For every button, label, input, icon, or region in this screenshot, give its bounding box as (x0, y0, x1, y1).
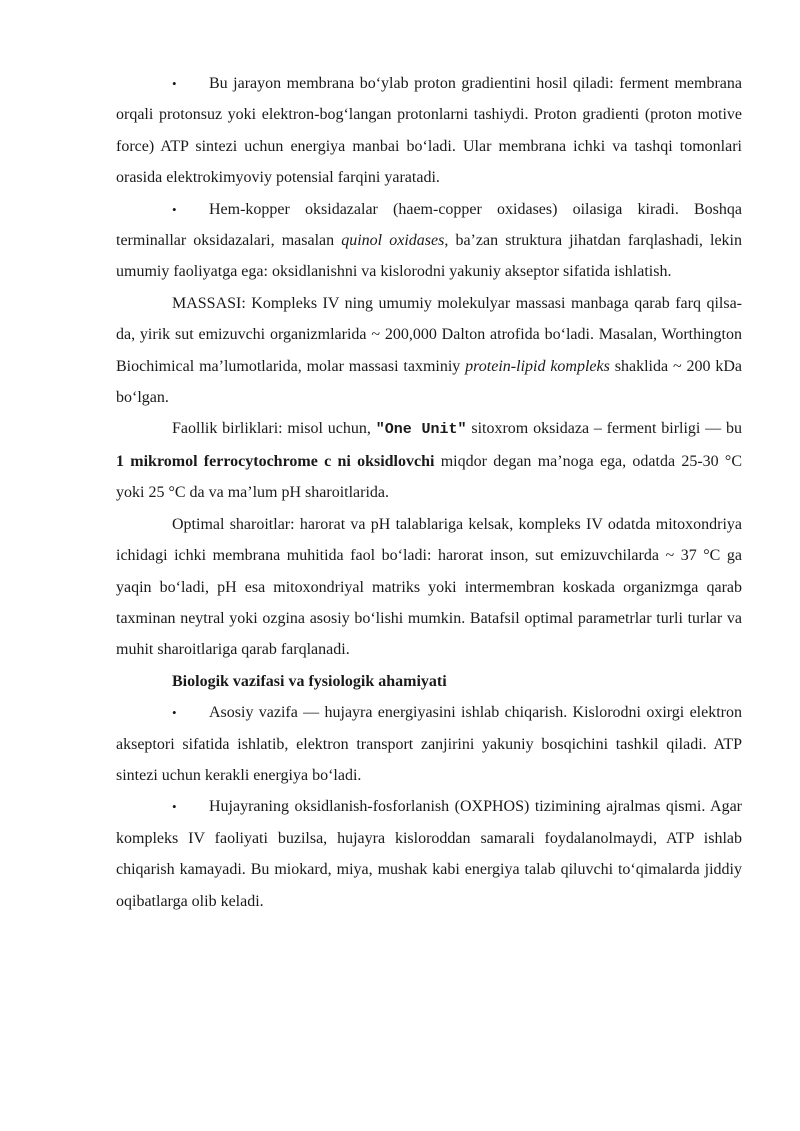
paragraph-massasi (116, 288, 742, 414)
bullet-marker: • (172, 201, 177, 217)
paragraph-text: sitoxrom oksidaza – ferment birligi — bu (466, 420, 742, 438)
bullet-marker: • (172, 799, 177, 815)
bullet-text: Hujayraning oksidlanish-fosforlanish (OXPHOS) tizimining ajralmas qismi. Agar kompleks IV faoliyati buzilsa, hujayra kisloroddan samarali foydalanolmaydi, ATP ishlab chiqarish kamayadi. Bu miokard, miya, mushak kabi energiya talab qiluvchi to‘qimalarda jiddiy oqibatlarga olib keladi. (116, 798, 742, 910)
paragraph-text: Faollik birliklari: misol uchun, (172, 420, 376, 438)
bold-definition: 1 mikromol ferrocytochrome c ni oksidlovchi (116, 452, 435, 470)
bullet-text: Hem-kopper oksidazalar (haem-copper oxidases) oilasiga kiradi. Boshqa terminallar oksidazalari, masalan (116, 200, 742, 250)
paragraph-activity-units (116, 413, 742, 508)
paragraph-text: miqdor degan ma’noga ega, odatda 25-30 °C yoki 25 °C da va ma’lum pH sharoitlarida. (116, 452, 743, 502)
paragraph-optimal-conditions (116, 509, 742, 666)
bullet-marker: • (172, 76, 177, 91)
italic-term: protein-lipid kompleks (465, 357, 610, 375)
paragraph-text: MASSASI: Kompleks IV ning umumiy molekulyar massasi manbaga qarab farq qilsa-da, yirik sut emizuvchi organizmlarida ~ 200,000 Dalton atrofida bo‘ladi. Masalan, Worthington Biochimical ma’lumotlarida, molar massasi taxminiy (116, 294, 742, 375)
unit-quote: "One Unit" (375, 421, 467, 439)
bullet-text: Asosiy vazifa — hujayra energiyasini ishlab chiqarish. Kislorodni oxirgi elektron akseptori sifatida ishlatib, elektron transport zanjirini yakuniy bosqichini tashkil qiladi. ATP sintezi uchun kerakli energiya bo‘ladi. (116, 704, 742, 784)
paragraph-text: shaklida ~ 200 kDa bo‘lgan. (116, 357, 742, 407)
bullet-marker: • (172, 705, 177, 721)
document-page (116, 68, 742, 917)
section-heading: Biologik vazifasi va fysiologik ahamiyati (172, 672, 447, 690)
bullet-text: , ba’zan struktura jihatdan farqlashadi, lekin umumiy faoliyatga ega: oksidlanishni va kislorodni yakuniy akseptor sifatida ishlatish. (116, 232, 742, 281)
italic-term: quinol oxidases (341, 232, 445, 250)
paragraph-text: Optimal sharoitlar: harorat va pH talablariga kelsak, kompleks IV odatda mitoxondriya ichidagi ichki membrana muhitida faol bo‘ladi: harorat inson, sut emizuvchilarda ~ 37 °C ga yaqin bo‘ladi, pH esa mitoxondriyal matriks yoki intermembran koskada organizmga qarab taxminan neytral yoki ozgina asosiy bo‘lishi mumkin. Batafsil optimal parametrlar turli turlar va muhit sharoitlariga qarab farqlanadi. (116, 515, 742, 659)
bullet-text: Bu jarayon membrana bo‘ylab proton gradientini hosil qiladi: ferment membrana orqali protonsuz yoki elektron-bog‘langan protonlarni tashiydi. Proton gradienti (proton motive force) ATP sintezi uchun energiya manbai bo‘ladi. Ular membrana ichki va tashqi tomonlari orasida elektrokimyoviy potensial farqini yaratadi. (116, 75, 742, 187)
bullet-proton-gradient (116, 68, 742, 194)
bullet-haem-copper (116, 194, 742, 288)
bullet-main-function (116, 697, 742, 791)
bullet-oxphos (116, 791, 742, 917)
